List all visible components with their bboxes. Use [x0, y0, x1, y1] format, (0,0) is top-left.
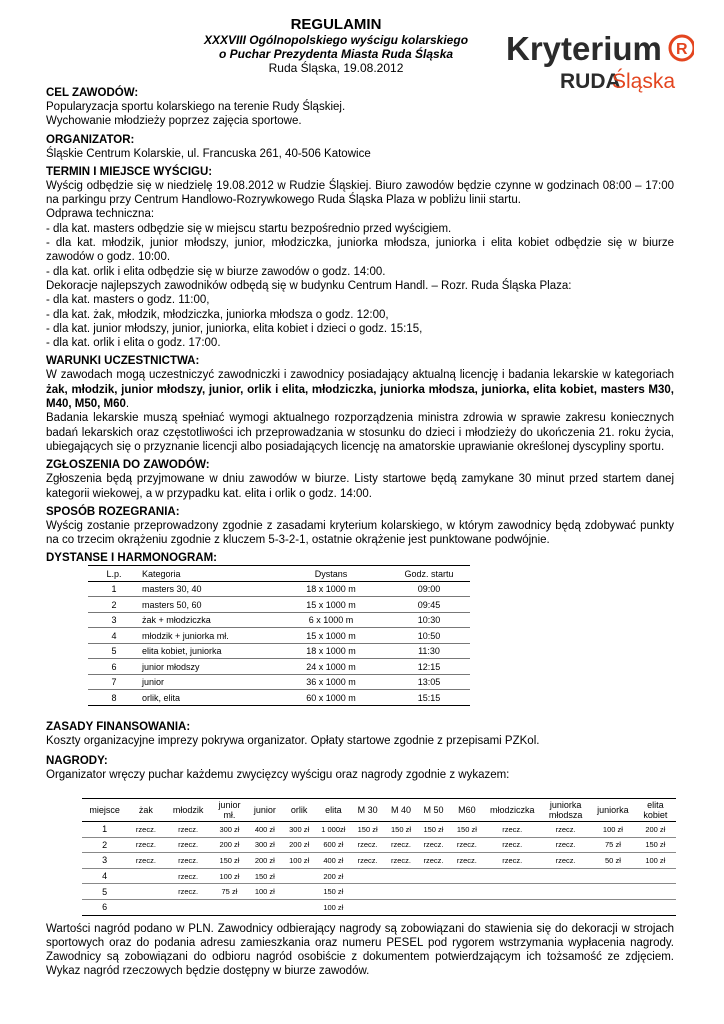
prizes-block: [46, 798, 674, 979]
prize-cell: [591, 899, 634, 915]
prize-cell: rzecz.: [127, 853, 164, 869]
cel-line-2: Wychowanie młodzieży poprzez zajęcia sportowe.: [46, 115, 302, 128]
prize-cell: [351, 899, 384, 915]
section-heading-zgloszenia: ZGŁOSZENIA DO ZAWODÓW:: [46, 459, 210, 472]
schedule-cell: 8: [88, 690, 140, 706]
prize-cell: [449, 899, 484, 915]
prize-cell: 6: [82, 899, 127, 915]
prize-header: M 50: [418, 799, 450, 822]
prize-cell: [418, 899, 450, 915]
prize-cell: 50 zł: [591, 853, 634, 869]
prize-row: [82, 822, 676, 838]
schedule-cell: 15 x 1000 m: [274, 628, 388, 644]
prize-cell: rzecz.: [485, 822, 541, 838]
prize-header: M60: [449, 799, 484, 822]
prize-cell: [247, 899, 282, 915]
schedule-cell: junior młodszy: [140, 659, 274, 675]
section-heading-organizator: ORGANIZATOR:: [46, 133, 135, 146]
schedule-cell: 09:00: [388, 581, 470, 597]
prize-cell: rzecz.: [127, 822, 164, 838]
schedule-row: [88, 628, 470, 644]
prize-cell: 100 zł: [247, 884, 282, 900]
prize-cell: 5: [82, 884, 127, 900]
termin-line: - dla kat. junior młodszy, junior, juniorka, elita kobiet i dzieci o godz. 15:15,: [46, 322, 423, 335]
prize-cell: rzecz.: [540, 837, 591, 853]
prize-cell: [635, 868, 676, 884]
prize-header: żak: [127, 799, 164, 822]
logo-word-kryterium: Kryterium: [506, 30, 662, 67]
prize-cell: 100 zł: [212, 868, 247, 884]
schedule-row: [88, 597, 470, 613]
prize-cell: [351, 884, 384, 900]
kryterium-logo: [506, 22, 694, 102]
prize-cell: 100 zł: [316, 899, 351, 915]
section-heading-dystanse: DYSTANSE I HARMONOGRAM:: [46, 552, 218, 565]
schedule-cell: 5: [88, 643, 140, 659]
section-heading-warunki: WARUNKI UCZESTNICTWA:: [46, 355, 200, 368]
prize-cell: 150 zł: [351, 822, 384, 838]
schedule-cell: 13:05: [388, 674, 470, 690]
prize-header: M 30: [351, 799, 384, 822]
prize-cell: [635, 899, 676, 915]
schedule-cell: żak + młodziczka: [140, 612, 274, 628]
prize-cell: [127, 884, 164, 900]
prize-cell: rzecz.: [449, 853, 484, 869]
prize-cell: 150 zł: [247, 868, 282, 884]
prize-cell: [418, 884, 450, 900]
prize-row: [82, 899, 676, 915]
prize-cell: [283, 868, 316, 884]
prize-cell: 150 zł: [316, 884, 351, 900]
section-heading-sposob: SPOSÓB ROZEGRANIA:: [46, 505, 180, 518]
prize-cell: 1 000zł: [316, 822, 351, 838]
termin-line: Odprawa techniczna:: [46, 208, 155, 221]
schedule-row: [88, 659, 470, 675]
schedule-cell: 6 x 1000 m: [274, 612, 388, 628]
final-paragraph: Wartości nagród podano w PLN. Zawodnicy odbierający nagrody są zobowiązani do stawienia się do dekoracji w strojach sportowych oraz do podania adresu zamieszkania oraz numeru PESEL pod rygorem wstrzymania wypłacenia nagrody. Zawodnicy są zobowiązani do odbioru nagród osobiście z dokumentem potwierdzającym ich tożsamość ze zdjęciem. Wykaz nagród rzeczowych będzie dostępny w biurze zawodów.: [46, 922, 674, 978]
prize-row: [82, 884, 676, 900]
prize-header: orlik: [283, 799, 316, 822]
prize-header: młodzik: [165, 799, 212, 822]
prize-header: junior: [247, 799, 282, 822]
prize-cell: 100 zł: [283, 853, 316, 869]
schedule-header: Dystans: [274, 566, 388, 582]
prize-cell: rzecz.: [127, 837, 164, 853]
prize-cell: 200 zł: [316, 868, 351, 884]
document-page: [46, 14, 688, 783]
schedule-cell: orlik, elita: [140, 690, 274, 706]
prize-cell: rzecz.: [351, 853, 384, 869]
prize-cell: rzecz.: [540, 822, 591, 838]
section-heading-cel: CEL ZAWODÓW:: [46, 87, 139, 99]
prize-cell: 2: [82, 837, 127, 853]
prize-cell: [283, 899, 316, 915]
prize-cell: rzecz.: [485, 853, 541, 869]
prize-cell: 300 zł: [212, 822, 247, 838]
prize-cell: [212, 899, 247, 915]
prize-cell: [449, 868, 484, 884]
prize-cell: 200 zł: [247, 853, 282, 869]
prize-cell: [485, 899, 541, 915]
warunki-paragraph-2: Badania lekarskie muszą spełniać wymogi aktualnego rozporządzenia ministra zdrowia w sprawie zakresu koniecznych badań lekarskich oraz częstotliwości ich przeprowadzania w stosunku do dzieci i młodzieży do ukończenia 21. roku życia, ubiegających się o przyznanie licencji albo posiadających licencję na amatorskie uprawianie określonej dyscypliny sportu.: [46, 412, 674, 453]
schedule-cell: 18 x 1000 m: [274, 643, 388, 659]
title-block: [166, 16, 506, 76]
prize-cell: [127, 899, 164, 915]
schedule-cell: masters 30, 40: [140, 581, 274, 597]
prize-cell: 3: [82, 853, 127, 869]
prize-row: [82, 853, 676, 869]
prize-cell: [485, 884, 541, 900]
prize-header: młodziczka: [485, 799, 541, 822]
prize-cell: 200 zł: [283, 837, 316, 853]
prize-cell: 600 zł: [316, 837, 351, 853]
schedule-header: Kategoria: [140, 566, 274, 582]
sposob-paragraph: Wyścig zostanie przeprowadzony zgodnie z zasadami kryterium kolarskiego, w którym zawodnicy będą zdobywać punkty na co trzecim okrążeniu zgodnie z kluczem 5-3-2-1, ostatnie okrążenie jest punktowane podwójnie.: [46, 519, 674, 547]
finansowanie-paragraph: Koszty organizacyjne imprezy pokrywa organizator. Opłaty startowe zgodnie z przepisami PZKol.: [46, 734, 540, 747]
prize-cell: rzecz.: [165, 822, 212, 838]
prize-cell: rzecz.: [540, 853, 591, 869]
zgloszenia-paragraph: Zgłoszenia będą przyjmowane w dniu zawodów w biurze. Listy startowe będą zamykane 30 minut przed startem danej kategorii wiekowej, a w przypadku kat. elita i orlik o godz. 14:00.: [46, 473, 674, 500]
categories-bold: żak, młodzik, junior młodszy, junior, orlik i elita, młodziczka, juniorka młodsza, juniorka, elita kobiet, masters M30, M40, M50, M60: [46, 383, 674, 411]
termin-line: - dla kat. żak, młodzik, młodziczka, juniorka młodsza o godz. 12:00,: [46, 308, 389, 321]
prize-cell: [540, 884, 591, 900]
prize-cell: [540, 868, 591, 884]
event-name: XXXVIII Ogólnopolskiego wyścigu kolarskiego: [203, 33, 469, 47]
schedule-cell: 09:45: [388, 597, 470, 613]
prize-cell: [351, 868, 384, 884]
prize-cell: rzecz.: [418, 853, 450, 869]
event-cup: o Puchar Prezydenta Miasta Ruda Śląska: [218, 47, 454, 61]
prize-cell: 200 zł: [212, 837, 247, 853]
prize-cell: [540, 899, 591, 915]
prize-cell: [127, 868, 164, 884]
termin-line: - dla kat. masters odbędzie się w miejscu startu bezpośrednio przed wyścigiem.: [46, 222, 452, 235]
prize-cell: rzecz.: [165, 837, 212, 853]
prize-cell: rzecz.: [418, 837, 450, 853]
prize-cell: [635, 884, 676, 900]
schedule-cell: masters 50, 60: [140, 597, 274, 613]
schedule-cell: 4: [88, 628, 140, 644]
prize-cell: [449, 884, 484, 900]
section-heading-nagrody: NAGRODY:: [46, 755, 108, 768]
logo-word-ruda: RUDA: [560, 70, 621, 93]
prize-cell: 400 zł: [316, 853, 351, 869]
prize-cell: 100 zł: [591, 822, 634, 838]
schedule-cell: 10:30: [388, 612, 470, 628]
schedule-row: [88, 690, 470, 706]
schedule-cell: 12:15: [388, 659, 470, 675]
prize-cell: 75 zł: [212, 884, 247, 900]
prize-cell: 75 zł: [591, 837, 634, 853]
termin-line: - dla kat. orlik i elita odbędzie się w biurze zawodów o godz. 14:00.: [46, 265, 386, 278]
prize-cell: 300 zł: [247, 837, 282, 853]
prizes-table: [82, 798, 676, 916]
prize-header: M 40: [384, 799, 417, 822]
termin-paragraph: Wyścig odbędzie się w niedzielę 19.08.2012 w Rudzie Śląskiej. Biuro zawodów będzie czynne w godzinach 08:00 – 17:00 na parkingu przy Centrum Handlowo-Rozrywkowego Ruda Śląska Plaza w pobliżu linii startu.: [46, 179, 674, 207]
prize-cell: [384, 884, 417, 900]
schedule-cell: młodzik + juniorka mł.: [140, 628, 274, 644]
prize-header: junior mł.: [212, 799, 247, 822]
schedule-row: [88, 581, 470, 597]
prize-cell: 200 zł: [635, 822, 676, 838]
prize-cell: 4: [82, 868, 127, 884]
prize-cell: 100 zł: [635, 853, 676, 869]
schedule-cell: 10:50: [388, 628, 470, 644]
prize-cell: [384, 899, 417, 915]
termin-line: Dekoracje najlepszych zawodników odbędą się w budynku Centrum Handl. – Rozr. Ruda Śląska Plaza:: [46, 279, 572, 292]
prize-row: [82, 837, 676, 853]
prize-cell: rzecz.: [449, 837, 484, 853]
schedule-header: Godz. startu: [388, 566, 470, 582]
cel-line-1: Popularyzacja sportu kolarskiego na terenie Rudy Śląskiej.: [46, 101, 346, 113]
prize-header: juniorka: [591, 799, 634, 822]
prize-cell: rzecz.: [165, 853, 212, 869]
prize-cell: rzecz.: [384, 837, 417, 853]
prize-cell: 150 zł: [384, 822, 417, 838]
schedule-cell: elita kobiet, juniorka: [140, 643, 274, 659]
schedule-cell: 11:30: [388, 643, 470, 659]
prize-cell: rzecz.: [165, 884, 212, 900]
prize-cell: [591, 884, 634, 900]
schedule-row: [88, 643, 470, 659]
schedule-cell: 36 x 1000 m: [274, 674, 388, 690]
prize-cell: rzecz.: [351, 837, 384, 853]
prize-header: elita: [316, 799, 351, 822]
schedule-row: [88, 674, 470, 690]
prize-header: miejsce: [82, 799, 127, 822]
prize-cell: [591, 868, 634, 884]
prize-cell: 1: [82, 822, 127, 838]
prize-cell: rzecz.: [165, 868, 212, 884]
schedule-cell: 24 x 1000 m: [274, 659, 388, 675]
svg-text:R: R: [676, 41, 688, 58]
schedule-row: [88, 612, 470, 628]
schedule-cell: 18 x 1000 m: [274, 581, 388, 597]
prize-cell: 400 zł: [247, 822, 282, 838]
schedule-cell: 7: [88, 674, 140, 690]
document-title: REGULAMIN: [290, 16, 382, 33]
termin-line: - dla kat. orlik i elita o godz. 17:00.: [46, 337, 221, 350]
section-heading-finansowanie: ZASADY FINANSOWANIA:: [46, 720, 191, 733]
prize-cell: 150 zł: [449, 822, 484, 838]
schedule-cell: 15 x 1000 m: [274, 597, 388, 613]
termin-line: - dla kat. masters o godz. 11:00,: [46, 294, 210, 307]
prize-cell: rzecz.: [384, 853, 417, 869]
prize-cell: 150 zł: [418, 822, 450, 838]
logo-word-slaska: Śląska: [612, 70, 676, 93]
schedule-cell: junior: [140, 674, 274, 690]
schedule-cell: 6: [88, 659, 140, 675]
schedule-cell: 3: [88, 612, 140, 628]
nagrody-paragraph: Organizator wręczy puchar każdemu zwycięzcy wyścigu oraz nagrody zgodnie z wykazem:: [46, 769, 510, 782]
prize-cell: [165, 899, 212, 915]
schedule-header: L.p.: [88, 566, 140, 582]
prize-row: [82, 868, 676, 884]
prize-cell: rzecz.: [485, 837, 541, 853]
schedule-table: [88, 565, 470, 706]
prize-cell: 300 zł: [283, 822, 316, 838]
schedule-cell: 15:15: [388, 690, 470, 706]
organizator-line: Śląskie Centrum Kolarskie, ul. Francuska 261, 40-506 Katowice: [46, 147, 371, 160]
prize-cell: [283, 884, 316, 900]
prize-cell: [485, 868, 541, 884]
prize-header: elita kobiet: [635, 799, 676, 822]
warunki-paragraph-1: W zawodach mogą uczestniczyć zawodniczki i zawodnicy posiadający aktualną licencję i badania lekarskie w kategoriach żak, młodzik, junior młodszy, junior, orlik i elita, młodziczka, juniorka młodsza, juniorka, elita kobiet, masters M30, M40, M50, M60.: [46, 369, 674, 411]
schedule-cell: 1: [88, 581, 140, 597]
schedule-cell: 2: [88, 597, 140, 613]
place-date: Ruda Śląska, 19.08.2012: [268, 61, 404, 75]
schedule-cell: 60 x 1000 m: [274, 690, 388, 706]
termin-line: - dla kat. młodzik, junior młodszy, junior, młodziczka, juniorka młodsza, juniorka i elita kobiet odbędzie się w biurze zawodów o godz. 10:00.: [46, 237, 674, 264]
section-heading-termin: TERMIN I MIEJSCE WYŚCIGU:: [46, 165, 213, 178]
prize-cell: [418, 868, 450, 884]
prize-header: juniorka młodsza: [540, 799, 591, 822]
prize-cell: [384, 868, 417, 884]
prize-cell: 150 zł: [635, 837, 676, 853]
prize-cell: 150 zł: [212, 853, 247, 869]
